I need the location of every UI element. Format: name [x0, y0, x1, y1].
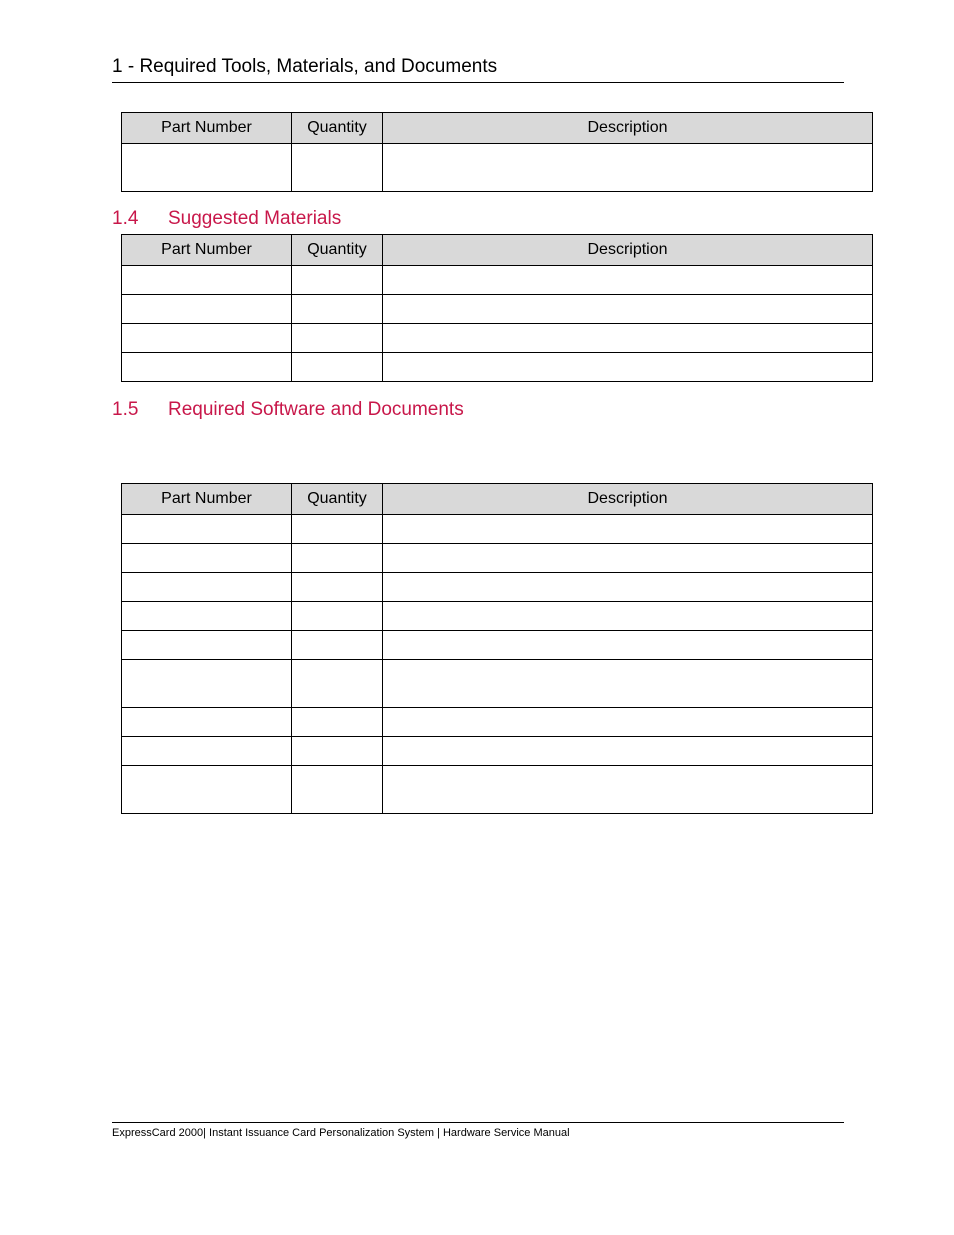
table-cell [122, 353, 292, 382]
table-header-row [122, 484, 873, 515]
column-header-quantity: Quantity [292, 484, 383, 515]
table-row [122, 737, 873, 766]
table-cell [122, 766, 292, 814]
table-cell [383, 631, 873, 660]
column-header-description: Description [383, 235, 873, 266]
table-header-row [122, 235, 873, 266]
section-title: Suggested Materials [168, 208, 342, 229]
table-cell [122, 324, 292, 353]
section-title: Required Software and Documents [168, 399, 464, 420]
table-cell [292, 631, 383, 660]
table-cell [122, 737, 292, 766]
table-row [122, 766, 873, 814]
table-cell [292, 324, 383, 353]
table-row [122, 631, 873, 660]
table-cell [383, 515, 873, 544]
section-heading-required-software [112, 399, 464, 421]
parts-table-top [121, 112, 873, 192]
table-cell [122, 573, 292, 602]
table-cell [383, 544, 873, 573]
table-cell [292, 295, 383, 324]
table-cell [122, 144, 292, 192]
page-header [112, 56, 844, 83]
table-cell [383, 295, 873, 324]
table-cell [383, 660, 873, 708]
table-cell [383, 602, 873, 631]
section-heading-suggested-materials [112, 208, 341, 230]
table-cell [122, 602, 292, 631]
table-cell [383, 353, 873, 382]
table-cell [292, 144, 383, 192]
section-number: 1.4 [112, 208, 139, 229]
column-header-part-number: Part Number [122, 484, 292, 515]
table-row [122, 573, 873, 602]
table-cell [122, 708, 292, 737]
parts-table-required-software [121, 483, 873, 814]
table-row [122, 295, 873, 324]
page-footer [112, 1122, 844, 1140]
table-cell [122, 515, 292, 544]
table-row [122, 515, 873, 544]
footer-text: ExpressCard 2000| Instant Issuance Card Personalization System | Hardware Service Manual [112, 1127, 570, 1139]
table-row [122, 602, 873, 631]
table-cell [383, 708, 873, 737]
table-cell [383, 324, 873, 353]
table-cell [122, 266, 292, 295]
table-cell [383, 266, 873, 295]
table-cell [292, 660, 383, 708]
table-cell [292, 573, 383, 602]
table-row [122, 708, 873, 737]
table-cell [292, 353, 383, 382]
table-cell [383, 573, 873, 602]
page-header-title: 1 - Required Tools, Materials, and Documents [112, 56, 498, 77]
table-cell [122, 544, 292, 573]
table-row [122, 266, 873, 295]
table-row [122, 544, 873, 573]
table-cell [292, 515, 383, 544]
table-cell [383, 144, 873, 192]
table-cell [122, 631, 292, 660]
column-header-part-number: Part Number [122, 235, 292, 266]
table-row [122, 353, 873, 382]
column-header-description: Description [383, 113, 873, 144]
table-cell [292, 544, 383, 573]
table-header-row [122, 113, 873, 144]
parts-table-suggested-materials [121, 234, 873, 382]
section-number: 1.5 [112, 399, 139, 420]
table-row [122, 144, 873, 192]
column-header-quantity: Quantity [292, 235, 383, 266]
table-cell [383, 737, 873, 766]
table-cell [383, 766, 873, 814]
table-cell [122, 660, 292, 708]
table-cell [292, 708, 383, 737]
table-cell [122, 295, 292, 324]
table-row [122, 324, 873, 353]
table-cell [292, 266, 383, 295]
column-header-description: Description [383, 484, 873, 515]
column-header-part-number: Part Number [122, 113, 292, 144]
table-cell [292, 766, 383, 814]
table-cell [292, 737, 383, 766]
table-row [122, 660, 873, 708]
table-cell [292, 602, 383, 631]
column-header-quantity: Quantity [292, 113, 383, 144]
